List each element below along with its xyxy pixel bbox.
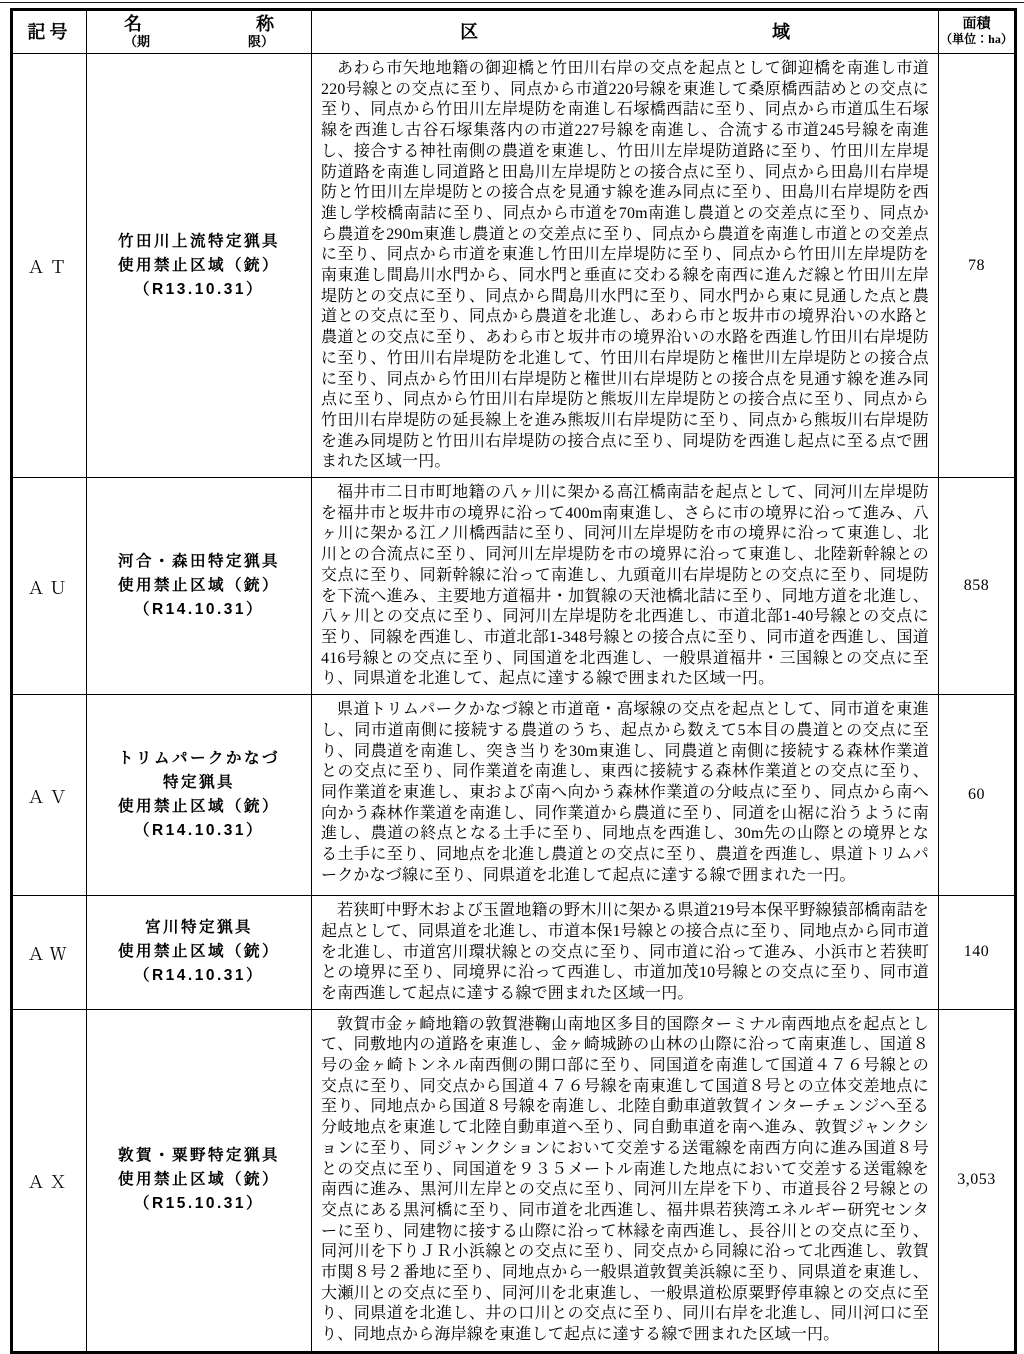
row-symbol: ＡＷ (12, 896, 87, 1010)
header-name-right: 称 (256, 14, 274, 35)
row-period-line: （R14.10.31） (133, 601, 265, 619)
table-row-av (12, 695, 1016, 896)
row-name-cell (87, 896, 312, 1010)
header-size-label: 面積 (962, 17, 991, 33)
row-zone-description-cell (312, 54, 939, 478)
row-name-line: 特定猟具 (162, 774, 235, 792)
zone-description: あわら市矢地地籍の御迎橋と竹田川右岸の交点を起点として御迎橋を南進し市道220号線との交点に至り、同点から市道220号線を東進して桑原橋西詰めとの交点に至り、同点から竹田川左岸堤防を南進し石塚橋西詰に至り、同点から市道瓜生石塚線を西進し古谷石塚集落内の市道227号線を南進し、合流する市道245号線を南進し、接合する神社南側の農道を東進し、竹田川左岸堤防道路に至り、竹田川左岸堤防道路を南進し同道路と田島川左岸堤防との接合点に至り、同点から田島川右岸堤防と竹田川左岸堤防との接合点を見通す線を進み同点に至り、田島川右岸堤防を西進し学校橋南詰に至り、同点から市道を70m南進し農道との交差点に至り、同点から農道を290m東進し農道との交差点に至り、同点から農道を南進し市道との交差点に至り、同点から市道を東進し竹田川左岸堤防に至り、同点から竹田川左岸堤防を南東進し間島川水門から、同水門と垂直に交わる線を南西に進んだ線と竹田川左岸堤防との交点に至り、同点から間島川水門に至り、同水門から東に見通した点と農道との交点に至り、同点から農道を北進し、あわら市と坂井市の境界沿いの水路と農道との交点に至り、あわら市と坂井市の境界沿いの水路を西進し竹田川右岸堤防に至り、竹田川右岸堤防を北進して、竹田川右岸堤防と権世川左岸堤防との接合点に至り、同点から竹田川右岸堤防と権世川右岸堤防との接合点を見通す線を進み同点に至り、同点から竹田川右岸堤防と熊坂川左岸堤防との接合点に至り、同点から竹田川右岸堤防の延長線上を進み熊坂川右岸堤防に至り、同点から熊坂川右岸堤防を進み同堤防と竹田川右岸堤防の接合点に至り、同堤防を西進し起点に至る点で囲まれた区域一円。 (321, 60, 929, 471)
row-zone-description-cell (312, 478, 939, 695)
column-header-area-size (939, 10, 1016, 54)
column-header-symbol-label: 記号 (27, 21, 72, 42)
row-name-line: 使用禁止区域（銃） (117, 798, 280, 816)
table-header-row (12, 10, 1016, 54)
zone-description: 県道トリムパークかなづ線と市道竜・高塚線の交点を起点として、同市道を東進し、同市道南側に接続する農道のうち、起点から数えて5本目の農道との交点に至り、同農道を南進し、突き当りを30m東進し、同農道と南側に接続する森林作業道との交点に至り、同作業道を南進し、東西に接続する森林作業道との交点に至り、同作業道を東進し、東および南へ向かう森林作業道の分岐点に至り、同点から南へ向かう森林作業道を南進し、同作業道から農道に至り、同道を山裾に沿うように南進し、農道の終点となる土手に至り、同地点を西進し、30m先の山際との境界となる土手に至り、同地点を北進し農道との交点に至り、農道を西進し、県道トリムパークかなづ線に至り、同県道を北進して起点に達する線で囲まれた一円。 (321, 701, 929, 884)
table-row-ax (12, 1009, 1016, 1352)
column-header-symbol (12, 10, 87, 54)
zone-description: 福井市二日市町地籍の八ヶ川に架かる高江橋南詰を起点として、同河川左岸堤防を福井市と坂井市の境界に沿って400m南東進し、さらに市の境界に沿って進み、八ヶ川に架かる江ノ川橋西詰に至り、同河川左岸堤防を市の境界に沿って東進し、北川との合流点に至り、同河川左岸堤防を市の境界に沿って東進し、北陸新幹線との交点に至り、同新幹線に沿って南進し、九頭竜川右岸堤防との交点に至り、同堤防を下流へ進み、主要地方道福井・加賀線の天池橋北詰に至り、同地方道を北進し、八ヶ川との交点に至り、同河川左岸堤防を北西進し、市道北部1-40号線との交点に至り、同線を西進し、市道北部1-348号線との接合点に至り、同市道を西進し、国道416号線との交点に至り、同国道を北西進し、一般県道福井・三国線との交点に至り、同県道を北進して、起点に達する線で囲まれた区域一円。 (321, 484, 929, 688)
row-period-line: （R14.10.31） (133, 822, 265, 840)
table-row-aw (12, 896, 1016, 1010)
row-period-line: （R15.10.31） (133, 1195, 265, 1213)
header-size-unit: （単位：ha） (940, 32, 1013, 47)
row-name-line: 使用禁止区域（銃） (117, 943, 280, 961)
column-header-period-line (124, 35, 274, 50)
row-name-line: 河合・森田特定猟具 (117, 553, 280, 571)
row-name-line: 使用禁止区域（銃） (117, 256, 280, 274)
row-period-line: （R14.10.31） (133, 967, 265, 985)
row-name-line: 竹田川上流特定猟具 (117, 232, 280, 250)
table-row-at (12, 54, 1016, 478)
row-area-size: 60 (939, 695, 1016, 896)
header-zone-right: 域 (772, 21, 790, 42)
row-name-line: 宮川特定猟具 (144, 919, 253, 937)
row-name-line: 使用禁止区域（銃） (117, 577, 280, 595)
header-name-left: 名 (124, 14, 142, 35)
row-name-line: 使用禁止区域（銃） (117, 1171, 280, 1189)
column-header-zone (312, 10, 939, 54)
row-name-cell (87, 1009, 312, 1352)
header-period-left: （期 (124, 33, 151, 49)
header-zone-left: 区 (460, 21, 478, 42)
header-period-right: 限） (247, 33, 274, 49)
row-area-size: 858 (939, 478, 1016, 695)
row-zone-description-cell (312, 1009, 939, 1352)
row-area-size: 140 (939, 896, 1016, 1010)
row-symbol: ＡＶ (12, 695, 87, 896)
column-header-name-period (87, 10, 312, 54)
row-area-size: 78 (939, 54, 1016, 478)
row-name-line: 敦賀・粟野特定猟具 (117, 1147, 280, 1165)
row-symbol: ＡＸ (12, 1009, 87, 1352)
row-name-cell (87, 478, 312, 695)
row-name-cell (87, 695, 312, 896)
row-area-size: 3,053 (939, 1009, 1016, 1352)
row-name-line: トリムパークかなづ (117, 750, 280, 768)
row-zone-description-cell (312, 896, 939, 1010)
row-zone-description-cell (312, 695, 939, 896)
row-period-line: （R13.10.31） (133, 280, 265, 298)
zone-description: 若狭町中野木および玉置地籍の野木川に架かる県道219号本保平野線猿部橋南詰を起点として、同県道を北進し、市道本保1号線との接合点に至り、同地点から同市道を北進し、市道宮川環状線との交点に至り、同市道に沿って進み、小浜市と若狭町との境界に至り、同境界に沿って西進し、市道加茂10号線との交点に至り、同市道を南西進して起点に達する線で囲まれた区域一円。 (321, 902, 929, 1002)
row-symbol: ＡＵ (12, 478, 87, 695)
column-header-name-line (124, 14, 274, 35)
row-symbol: ＡＴ (12, 54, 87, 478)
row-name-cell (87, 54, 312, 478)
column-header-zone-line (460, 22, 790, 43)
hunting-restriction-area-table (10, 8, 1017, 1354)
page-top-rule (0, 2, 1024, 3)
table-row-au (12, 478, 1016, 695)
zone-description: 敦賀市金ヶ崎地籍の敦賀港鞠山南地区多目的国際ターミナル南西地点を起点として、同敷地内の道路を東進し、金ヶ崎城跡の山林の山際に沿って南東進し、国道８号の金ヶ崎トンネル南西側の開口部に至り、同国道を南進して国道４７６号線との交点に至り、同交点から国道４７６号線を南東進して国道８号との立体交差地点に至り、同地点から国道８号線を南進し、北陸自動車道敦賀インターチェンジへ至る分岐地点を東進して北陸自動車道へ至り、同自動車道を南へ進み、敦賀ジャンクションに至り、同ジャンクションにおいて交差する送電線を南西方向に進み国道８号との交点に至り、同国道を９３５メートル南進した地点において交差する送電線を南西に進み、黒河川左岸との交点に至り、同河川左岸を下り、市道長谷２号線との交点にある黒河橋に至り、同市道を北西進し、福井県若狭湾エネルギー研究センターに至り、同建物に接する山際に沿って林縁を南西進し、長谷川との交点に至り、同河川を下りＪＲ小浜線との交点に至り、同交点から同線に沿って北西進し、敦賀市関８号２番地に至り、同地点から一般県道敦賀美浜線に至り、同県道を東進し、大瀬川との交点に至り、同河川を北東進し、一般県道松原粟野停車線との交点に至り、同県道を北進し、井の口川との交点に至り、同川右岸を北進し、同川河口に至り、同地点から海岸線を東進して起点に達する線で囲まれた区域一円。 (321, 1015, 929, 1344)
